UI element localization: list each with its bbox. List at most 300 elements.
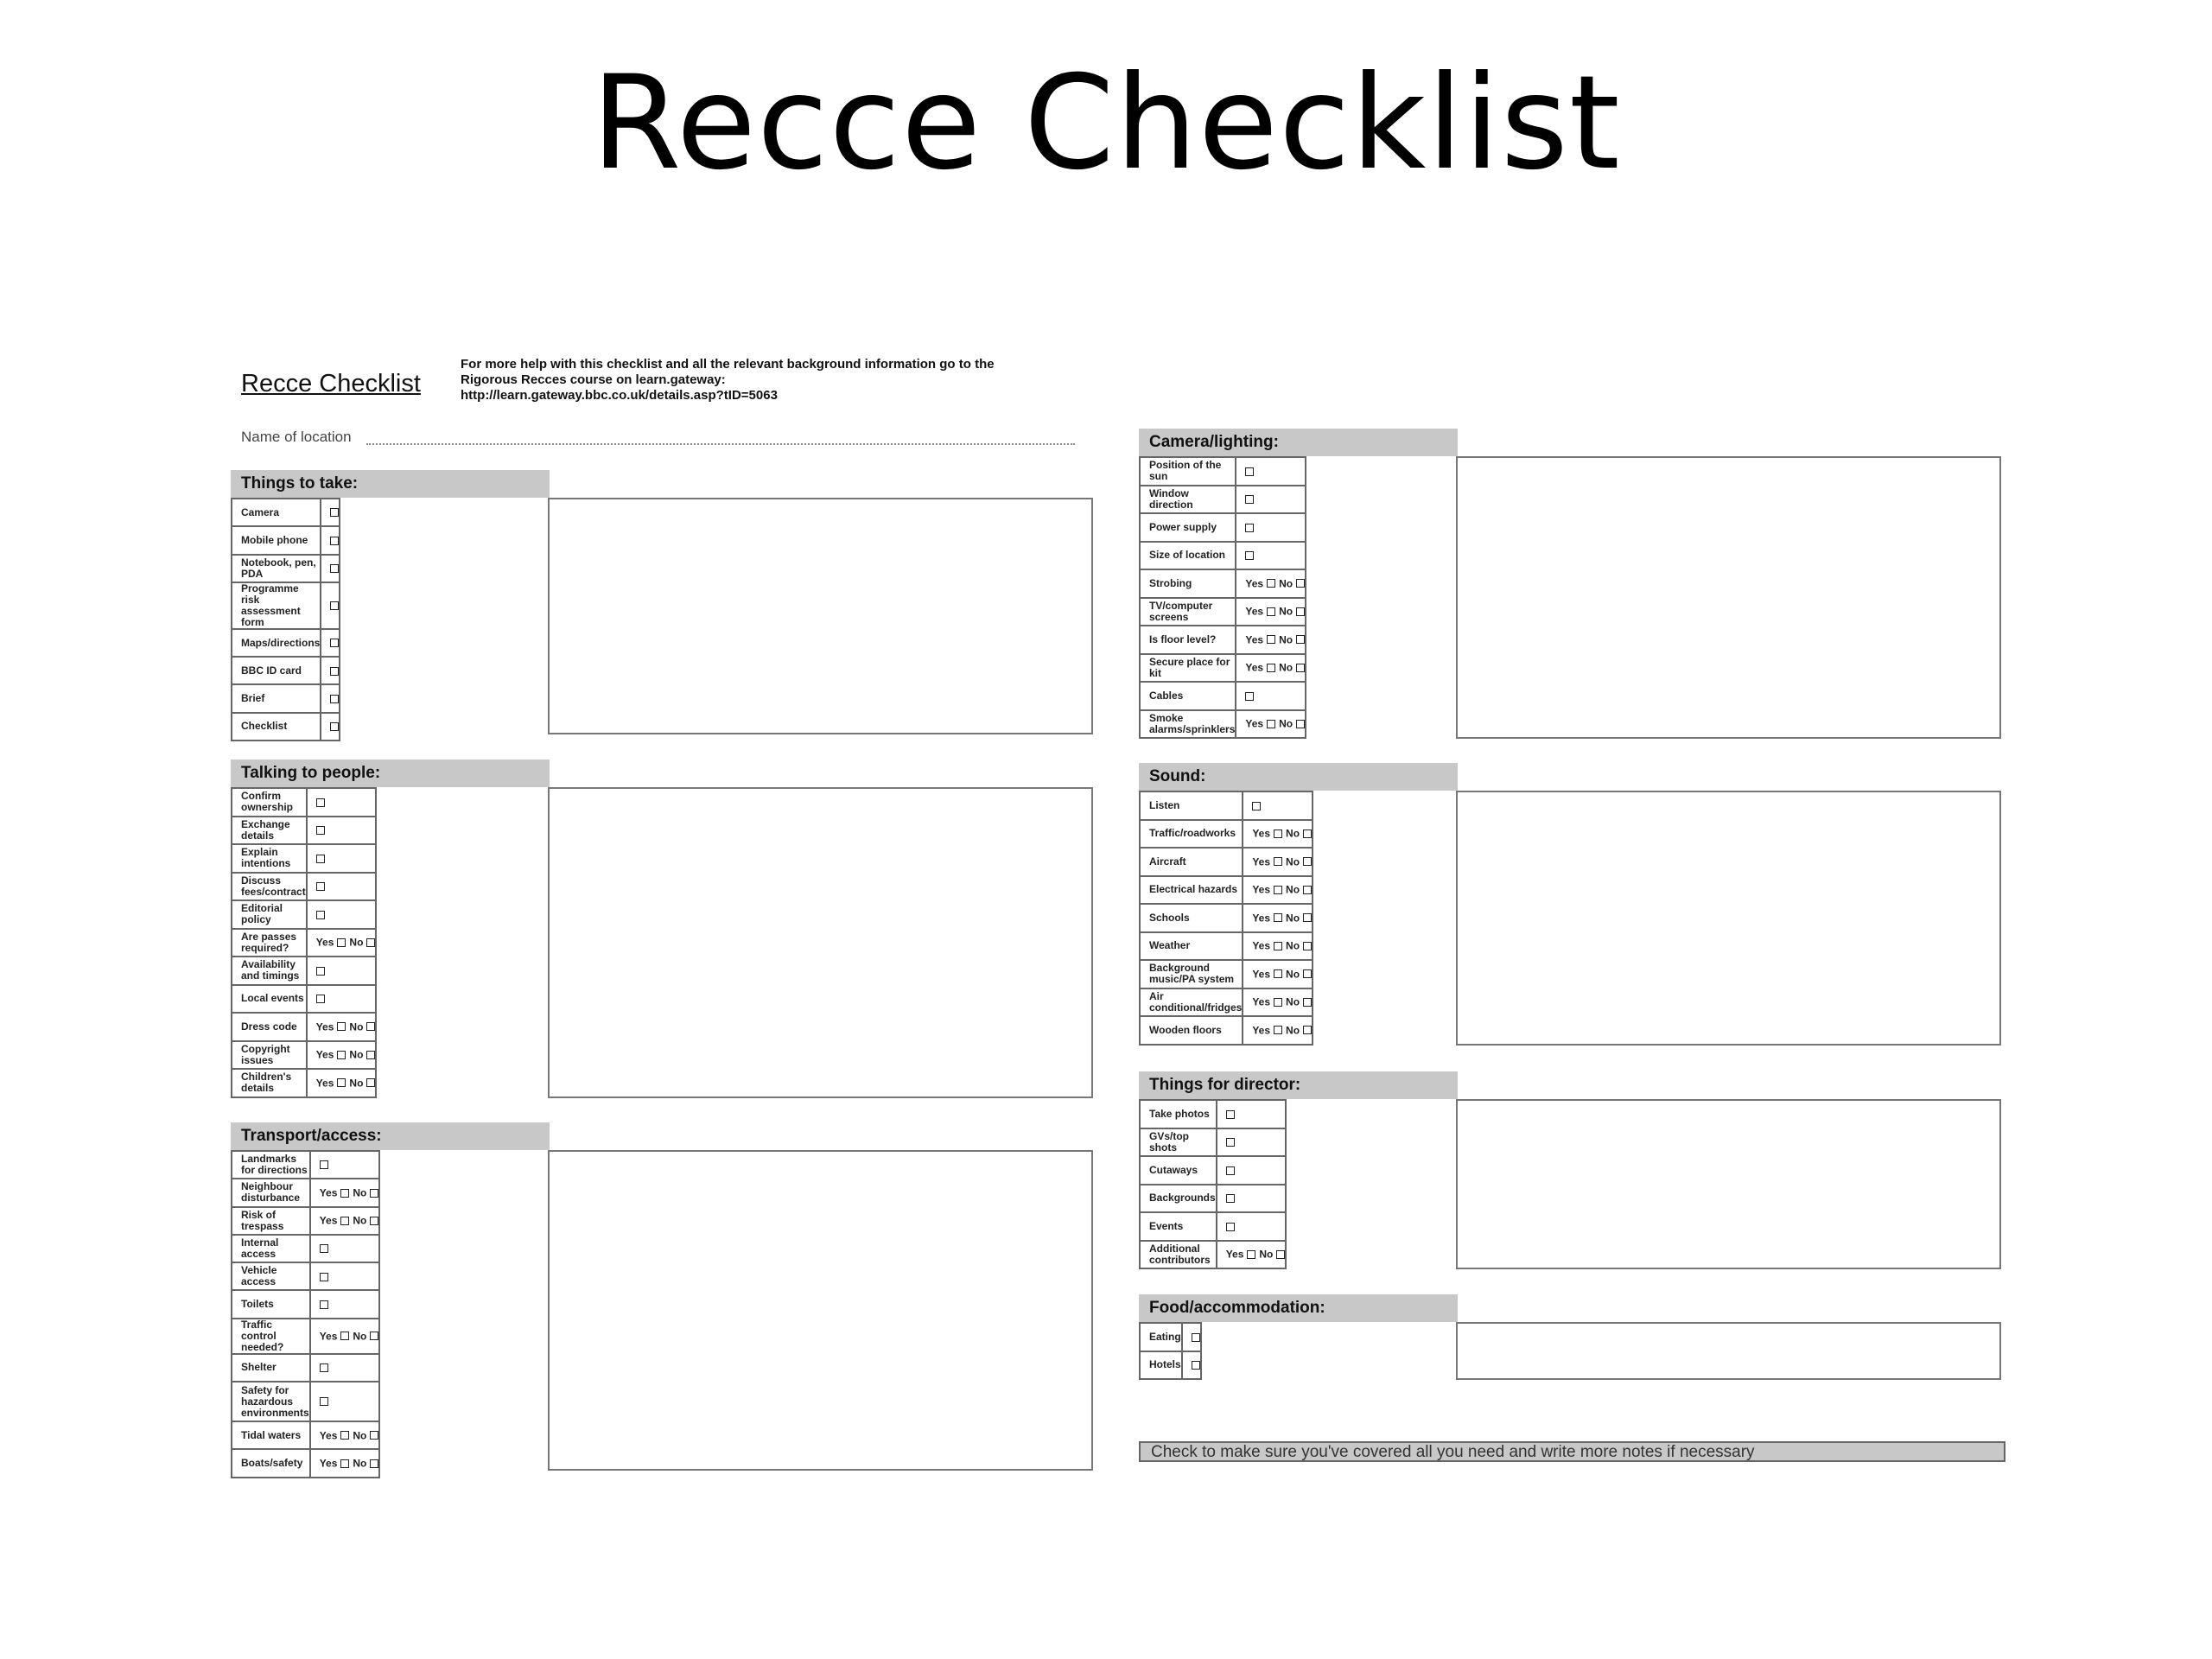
item-check-cell bbox=[321, 629, 340, 657]
item-check-cell bbox=[310, 1262, 380, 1290]
item-check-cell bbox=[310, 1179, 380, 1206]
yes-label: Yes bbox=[1252, 995, 1271, 1008]
item-label: Exchange details bbox=[232, 817, 307, 845]
item-check-cell bbox=[1236, 569, 1306, 598]
item-checkbox[interactable] bbox=[330, 639, 339, 647]
checklist-row bbox=[232, 1179, 379, 1206]
item-label: Confirm ownership bbox=[232, 788, 307, 817]
section-items-table bbox=[1139, 791, 1313, 1046]
checklist-row bbox=[232, 900, 376, 929]
name-of-location-label: Name of location bbox=[241, 429, 352, 445]
item-label: Local events bbox=[232, 985, 307, 1014]
item-checkbox[interactable] bbox=[1245, 692, 1254, 701]
item-label: Position of the sun bbox=[1140, 457, 1236, 486]
item-checkbox[interactable] bbox=[1252, 802, 1261, 810]
item-check-cell bbox=[1217, 1185, 1287, 1213]
checklist-row bbox=[1140, 1185, 1286, 1213]
checklist-row bbox=[232, 1235, 379, 1262]
no-checkbox[interactable] bbox=[1296, 635, 1305, 644]
item-check-cell bbox=[307, 957, 377, 985]
item-checkbox[interactable] bbox=[1192, 1361, 1200, 1370]
checklist-row bbox=[232, 1013, 376, 1041]
item-checkbox[interactable] bbox=[330, 508, 339, 517]
item-label: Copyright issues bbox=[232, 1041, 307, 1070]
yes-label: Yes bbox=[315, 936, 334, 949]
item-check-cell bbox=[1217, 1212, 1287, 1241]
item-check-cell bbox=[1236, 654, 1306, 683]
item-label: Eating bbox=[1140, 1323, 1182, 1351]
no-label: No bbox=[349, 1048, 364, 1061]
no-label: No bbox=[1286, 855, 1300, 868]
item-check-cell bbox=[307, 929, 377, 957]
item-check-cell bbox=[1236, 710, 1306, 739]
item-label: Aircraft bbox=[1140, 848, 1243, 876]
item-check-cell bbox=[310, 1235, 380, 1262]
name-of-location-field[interactable] bbox=[366, 443, 1075, 445]
help-line: Rigorous Recces course on learn.gateway: bbox=[461, 372, 726, 387]
item-check-cell bbox=[310, 1290, 380, 1318]
no-checkbox[interactable] bbox=[1296, 607, 1305, 616]
item-check-cell bbox=[310, 1421, 380, 1449]
item-label: Weather bbox=[1140, 932, 1243, 961]
item-label: Dress code bbox=[232, 1013, 307, 1041]
item-label: Notebook, pen, PDA bbox=[232, 555, 321, 582]
footer-note: Check to make sure you've covered all you need and write more notes if necessary bbox=[1139, 1441, 2005, 1462]
item-label: Availability and timings bbox=[232, 957, 307, 985]
section-items-table bbox=[1139, 1099, 1287, 1269]
no-checkbox[interactable] bbox=[366, 938, 375, 947]
item-label: Toilets bbox=[232, 1290, 310, 1318]
yes-label: Yes bbox=[1225, 1248, 1244, 1261]
item-label: Cables bbox=[1140, 682, 1236, 710]
section-notes-box[interactable] bbox=[548, 498, 1093, 734]
no-checkbox[interactable] bbox=[370, 1189, 378, 1198]
yes-label: Yes bbox=[1245, 717, 1264, 730]
yes-label: Yes bbox=[1245, 576, 1264, 589]
item-check-cell bbox=[1182, 1351, 1201, 1380]
document-title: Recce Checklist bbox=[241, 370, 421, 397]
item-label: Safety for hazardous environments bbox=[232, 1382, 310, 1421]
yes-label: Yes bbox=[315, 1048, 334, 1061]
item-checkbox[interactable] bbox=[320, 1244, 328, 1253]
item-label: Window direction bbox=[1140, 486, 1236, 514]
no-label: No bbox=[353, 1329, 367, 1342]
checklist-row bbox=[1140, 569, 1306, 598]
item-label: Shelter bbox=[232, 1354, 310, 1382]
checklist-row bbox=[232, 1151, 379, 1179]
checklist-row bbox=[1140, 1156, 1286, 1185]
no-checkbox[interactable] bbox=[1303, 886, 1312, 894]
item-check-cell bbox=[307, 1069, 377, 1097]
item-label: Backgrounds bbox=[1140, 1185, 1217, 1213]
no-checkbox[interactable] bbox=[1303, 857, 1312, 866]
item-label: Traffic control needed? bbox=[232, 1319, 310, 1354]
checklist-row bbox=[1140, 486, 1306, 514]
checklist-row bbox=[232, 1319, 379, 1354]
item-check-cell bbox=[1243, 960, 1313, 988]
item-label: Smoke alarms/sprinklers bbox=[1140, 710, 1236, 739]
item-check-cell bbox=[321, 582, 340, 629]
yes-checkbox[interactable] bbox=[1267, 635, 1275, 644]
no-checkbox[interactable] bbox=[370, 1431, 378, 1440]
item-label: BBC ID card bbox=[232, 657, 321, 684]
checklist-row bbox=[232, 555, 340, 582]
section-notes-box[interactable] bbox=[1456, 456, 2001, 739]
checklist-row bbox=[1140, 542, 1306, 570]
checklist-row bbox=[1140, 1100, 1286, 1128]
checklist-row bbox=[1140, 682, 1306, 710]
item-label: Secure place for kit bbox=[1140, 654, 1236, 683]
section-header: Talking to people: bbox=[231, 760, 550, 787]
section-notes-box[interactable] bbox=[1456, 1099, 2001, 1269]
no-checkbox[interactable] bbox=[1296, 720, 1305, 728]
item-check-cell bbox=[1236, 513, 1306, 542]
section-items-table bbox=[231, 1150, 380, 1478]
checklist-row bbox=[232, 817, 376, 845]
yes-label: Yes bbox=[1252, 1023, 1271, 1036]
no-checkbox[interactable] bbox=[1303, 830, 1312, 838]
no-label: No bbox=[1286, 995, 1300, 1008]
item-check-cell bbox=[307, 900, 377, 929]
item-label: Tidal waters bbox=[232, 1421, 310, 1449]
checklist-row bbox=[1140, 710, 1306, 739]
item-check-cell bbox=[1243, 988, 1313, 1017]
item-checkbox[interactable] bbox=[316, 826, 325, 835]
item-label: GVs/top shots bbox=[1140, 1128, 1217, 1157]
item-checkbox[interactable] bbox=[1245, 495, 1254, 504]
yes-checkbox[interactable] bbox=[1274, 830, 1282, 838]
item-label: Additional contributors bbox=[1140, 1241, 1217, 1269]
no-label: No bbox=[1279, 661, 1294, 674]
item-check-cell bbox=[1243, 1016, 1313, 1045]
checklist-row bbox=[232, 1449, 379, 1477]
yes-label: Yes bbox=[1252, 855, 1271, 868]
item-checkbox[interactable] bbox=[1245, 467, 1254, 476]
item-checkbox[interactable] bbox=[330, 564, 339, 573]
checklist-row bbox=[232, 526, 340, 554]
yes-checkbox[interactable] bbox=[337, 1078, 346, 1087]
yes-label: Yes bbox=[1252, 911, 1271, 924]
yes-checkbox[interactable] bbox=[340, 1189, 349, 1198]
yes-label: Yes bbox=[319, 1186, 338, 1199]
item-check-cell bbox=[1243, 904, 1313, 932]
item-check-cell bbox=[1243, 791, 1313, 820]
checklist-row bbox=[1140, 904, 1313, 932]
item-label: Cutaways bbox=[1140, 1156, 1217, 1185]
item-checkbox[interactable] bbox=[316, 855, 325, 863]
item-label: Air conditional/fridges bbox=[1140, 988, 1243, 1017]
yes-checkbox[interactable] bbox=[1267, 579, 1275, 588]
checklist-row bbox=[232, 657, 340, 684]
checklist-row bbox=[1140, 960, 1313, 988]
checklist-row bbox=[232, 1382, 379, 1421]
item-checkbox[interactable] bbox=[330, 537, 339, 545]
yes-label: Yes bbox=[1252, 883, 1271, 896]
item-check-cell bbox=[307, 817, 377, 845]
item-label: Take photos bbox=[1140, 1100, 1217, 1128]
item-label: Events bbox=[1140, 1212, 1217, 1241]
checklist-row bbox=[232, 713, 340, 741]
checklist-row bbox=[232, 1207, 379, 1235]
checklist-row bbox=[1140, 1323, 1201, 1351]
no-label: No bbox=[1286, 883, 1300, 896]
checklist-row bbox=[232, 1354, 379, 1382]
item-label: Hotels bbox=[1140, 1351, 1182, 1380]
yes-label: Yes bbox=[319, 1457, 338, 1470]
no-label: No bbox=[353, 1186, 367, 1199]
section-items-table bbox=[1139, 1322, 1202, 1380]
item-checkbox[interactable] bbox=[330, 601, 339, 610]
item-label: Boats/safety bbox=[232, 1449, 310, 1477]
no-checkbox[interactable] bbox=[366, 1078, 375, 1087]
no-label: No bbox=[349, 936, 364, 949]
item-check-cell bbox=[321, 713, 340, 741]
no-checkbox[interactable] bbox=[1303, 969, 1312, 978]
yes-label: Yes bbox=[315, 1020, 334, 1033]
no-checkbox[interactable] bbox=[1303, 913, 1312, 922]
checklist-row bbox=[1140, 1241, 1286, 1269]
checklist-row bbox=[232, 929, 376, 957]
section-items-table bbox=[231, 787, 377, 1098]
no-label: No bbox=[1286, 911, 1300, 924]
item-check-cell bbox=[1236, 457, 1306, 486]
item-check-cell bbox=[310, 1207, 380, 1235]
item-checkbox[interactable] bbox=[316, 911, 325, 919]
checklist-row bbox=[232, 873, 376, 901]
checklist-row bbox=[232, 499, 340, 526]
item-check-cell bbox=[1243, 876, 1313, 905]
checklist-row bbox=[232, 844, 376, 873]
yes-label: Yes bbox=[315, 1076, 334, 1089]
no-label: No bbox=[1286, 1023, 1300, 1036]
checklist-row bbox=[232, 1069, 376, 1097]
yes-label: Yes bbox=[1252, 827, 1271, 840]
item-label: Wooden floors bbox=[1140, 1016, 1243, 1045]
checklist-row bbox=[232, 1421, 379, 1449]
no-checkbox[interactable] bbox=[1296, 579, 1305, 588]
item-label: Schools bbox=[1140, 904, 1243, 932]
checklist-row bbox=[1140, 626, 1306, 654]
item-checkbox[interactable] bbox=[316, 882, 325, 891]
help-link[interactable]: http://learn.gateway.bbc.co.uk/details.asp?tID=5063 bbox=[461, 388, 778, 403]
item-check-cell bbox=[307, 985, 377, 1014]
yes-checkbox[interactable] bbox=[1267, 607, 1275, 616]
no-label: No bbox=[353, 1214, 367, 1227]
checklist-row bbox=[232, 1041, 376, 1070]
no-checkbox[interactable] bbox=[1296, 664, 1305, 672]
item-label: Power supply bbox=[1140, 513, 1236, 542]
yes-label: Yes bbox=[319, 1329, 338, 1342]
item-label: Risk of trespass bbox=[232, 1207, 310, 1235]
item-label: Background music/PA system bbox=[1140, 960, 1243, 988]
no-checkbox[interactable] bbox=[370, 1459, 378, 1468]
no-label: No bbox=[1279, 576, 1294, 589]
item-checkbox[interactable] bbox=[1245, 551, 1254, 560]
item-check-cell bbox=[1217, 1241, 1287, 1269]
no-checkbox[interactable] bbox=[370, 1332, 378, 1340]
checklist-row bbox=[232, 1262, 379, 1290]
item-label: Neighbour disturbance bbox=[232, 1179, 310, 1206]
item-checkbox[interactable] bbox=[1226, 1223, 1235, 1231]
item-label: Programme risk assessment form bbox=[232, 582, 321, 629]
section-notes-box[interactable] bbox=[1456, 1322, 2001, 1380]
yes-checkbox[interactable] bbox=[337, 938, 346, 947]
item-label: Vehicle access bbox=[232, 1262, 310, 1290]
item-checkbox[interactable] bbox=[1245, 524, 1254, 532]
item-check-cell bbox=[1217, 1128, 1287, 1157]
checklist-row bbox=[1140, 1128, 1286, 1157]
no-label: No bbox=[1286, 967, 1300, 980]
item-label: Children's details bbox=[232, 1069, 307, 1097]
yes-checkbox[interactable] bbox=[340, 1459, 349, 1468]
item-label: Maps/directions bbox=[232, 629, 321, 657]
item-checkbox[interactable] bbox=[1226, 1138, 1235, 1147]
checklist-row bbox=[232, 629, 340, 657]
no-label: No bbox=[349, 1020, 364, 1033]
item-label: Discuss fees/contract bbox=[232, 873, 307, 901]
section-notes-box[interactable] bbox=[548, 787, 1093, 1098]
item-check-cell bbox=[1236, 682, 1306, 710]
yes-label: Yes bbox=[1245, 632, 1264, 645]
yes-checkbox[interactable] bbox=[340, 1217, 349, 1225]
item-checkbox[interactable] bbox=[330, 722, 339, 731]
item-label: Listen bbox=[1140, 791, 1243, 820]
item-check-cell bbox=[307, 788, 377, 817]
yes-checkbox[interactable] bbox=[1274, 857, 1282, 866]
yes-checkbox[interactable] bbox=[1274, 998, 1282, 1007]
item-label: Traffic/roadworks bbox=[1140, 820, 1243, 849]
item-check-cell bbox=[307, 844, 377, 873]
section-notes-box[interactable] bbox=[548, 1150, 1093, 1471]
no-label: No bbox=[1286, 939, 1300, 952]
item-checkbox[interactable] bbox=[330, 667, 339, 676]
item-checkbox[interactable] bbox=[320, 1397, 328, 1406]
yes-checkbox[interactable] bbox=[340, 1431, 349, 1440]
item-label: Checklist bbox=[232, 713, 321, 741]
checklist-row bbox=[1140, 513, 1306, 542]
no-checkbox[interactable] bbox=[1303, 1026, 1312, 1034]
item-check-cell bbox=[307, 1041, 377, 1070]
item-check-cell bbox=[310, 1151, 380, 1179]
yes-checkbox[interactable] bbox=[1247, 1250, 1255, 1259]
section-notes-box[interactable] bbox=[1456, 791, 2001, 1046]
item-checkbox[interactable] bbox=[1226, 1194, 1235, 1203]
checklist-row bbox=[1140, 654, 1306, 683]
item-check-cell bbox=[307, 1013, 377, 1041]
item-checkbox[interactable] bbox=[316, 967, 325, 976]
yes-checkbox[interactable] bbox=[1267, 664, 1275, 672]
no-checkbox[interactable] bbox=[1276, 1250, 1285, 1259]
yes-label: Yes bbox=[1252, 939, 1271, 952]
item-label: Landmarks for directions bbox=[232, 1151, 310, 1179]
item-checkbox[interactable] bbox=[320, 1273, 328, 1281]
item-check-cell bbox=[1236, 598, 1306, 626]
checklist-row bbox=[1140, 598, 1306, 626]
item-label: Internal access bbox=[232, 1235, 310, 1262]
section-header: Things to take: bbox=[231, 470, 550, 498]
yes-checkbox[interactable] bbox=[340, 1332, 349, 1340]
checklist-row bbox=[1140, 988, 1313, 1017]
checklist-row bbox=[232, 1290, 379, 1318]
item-checkbox[interactable] bbox=[320, 1300, 328, 1309]
item-check-cell bbox=[1243, 932, 1313, 961]
no-label: No bbox=[1279, 605, 1294, 618]
yes-checkbox[interactable] bbox=[1274, 913, 1282, 922]
section-header: Things for director: bbox=[1139, 1071, 1458, 1099]
no-checkbox[interactable] bbox=[1303, 942, 1312, 950]
item-checkbox[interactable] bbox=[330, 695, 339, 703]
checklist-row bbox=[1140, 820, 1313, 849]
no-checkbox[interactable] bbox=[366, 1022, 375, 1031]
item-check-cell bbox=[310, 1319, 380, 1354]
item-check-cell bbox=[307, 873, 377, 901]
no-checkbox[interactable] bbox=[366, 1051, 375, 1059]
section-header: Transport/access: bbox=[231, 1122, 550, 1150]
item-label: TV/computer screens bbox=[1140, 598, 1236, 626]
item-check-cell bbox=[1243, 820, 1313, 849]
item-check-cell bbox=[310, 1382, 380, 1421]
checklist-row bbox=[232, 582, 340, 629]
no-label: No bbox=[349, 1076, 364, 1089]
item-checkbox[interactable] bbox=[316, 995, 325, 1003]
item-label: Are passes required? bbox=[232, 929, 307, 957]
section-header: Sound: bbox=[1139, 763, 1458, 791]
item-checkbox[interactable] bbox=[316, 798, 325, 807]
item-label: Explain intentions bbox=[232, 844, 307, 873]
item-check-cell bbox=[321, 657, 340, 684]
yes-checkbox[interactable] bbox=[1274, 942, 1282, 950]
item-label: Electrical hazards bbox=[1140, 876, 1243, 905]
section-header: Food/accommodation: bbox=[1139, 1294, 1458, 1322]
item-label: Camera bbox=[232, 499, 321, 526]
help-line: For more help with this checklist and all the relevant background information go to the bbox=[461, 357, 995, 372]
yes-checkbox[interactable] bbox=[337, 1022, 346, 1031]
no-checkbox[interactable] bbox=[370, 1217, 378, 1225]
item-check-cell bbox=[1217, 1156, 1287, 1185]
item-checkbox[interactable] bbox=[320, 1160, 328, 1169]
checklist-row bbox=[1140, 848, 1313, 876]
checklist-row bbox=[1140, 876, 1313, 905]
yes-checkbox[interactable] bbox=[1267, 720, 1275, 728]
checklist-row bbox=[232, 684, 340, 712]
checklist-row bbox=[1140, 932, 1313, 961]
item-checkbox[interactable] bbox=[320, 1363, 328, 1372]
slide-title: Recce Checklist bbox=[591, 48, 1621, 199]
item-check-cell bbox=[1236, 486, 1306, 514]
checklist-row bbox=[1140, 1016, 1313, 1045]
item-label: Strobing bbox=[1140, 569, 1236, 598]
section-items-table bbox=[1139, 456, 1306, 739]
item-label: Is floor level? bbox=[1140, 626, 1236, 654]
section-items-table bbox=[231, 498, 340, 741]
yes-checkbox[interactable] bbox=[337, 1051, 346, 1059]
checklist-row bbox=[232, 957, 376, 985]
no-checkbox[interactable] bbox=[1303, 998, 1312, 1007]
no-label: No bbox=[1279, 717, 1294, 730]
no-label: No bbox=[1259, 1248, 1274, 1261]
checklist-row bbox=[232, 788, 376, 817]
yes-label: Yes bbox=[319, 1214, 338, 1227]
item-check-cell bbox=[1236, 626, 1306, 654]
no-label: No bbox=[353, 1457, 367, 1470]
item-check-cell bbox=[1236, 542, 1306, 570]
item-checkbox[interactable] bbox=[1192, 1333, 1200, 1342]
yes-checkbox[interactable] bbox=[1274, 1026, 1282, 1034]
yes-checkbox[interactable] bbox=[1274, 969, 1282, 978]
item-checkbox[interactable] bbox=[1226, 1110, 1235, 1119]
item-checkbox[interactable] bbox=[1226, 1166, 1235, 1175]
yes-checkbox[interactable] bbox=[1274, 886, 1282, 894]
